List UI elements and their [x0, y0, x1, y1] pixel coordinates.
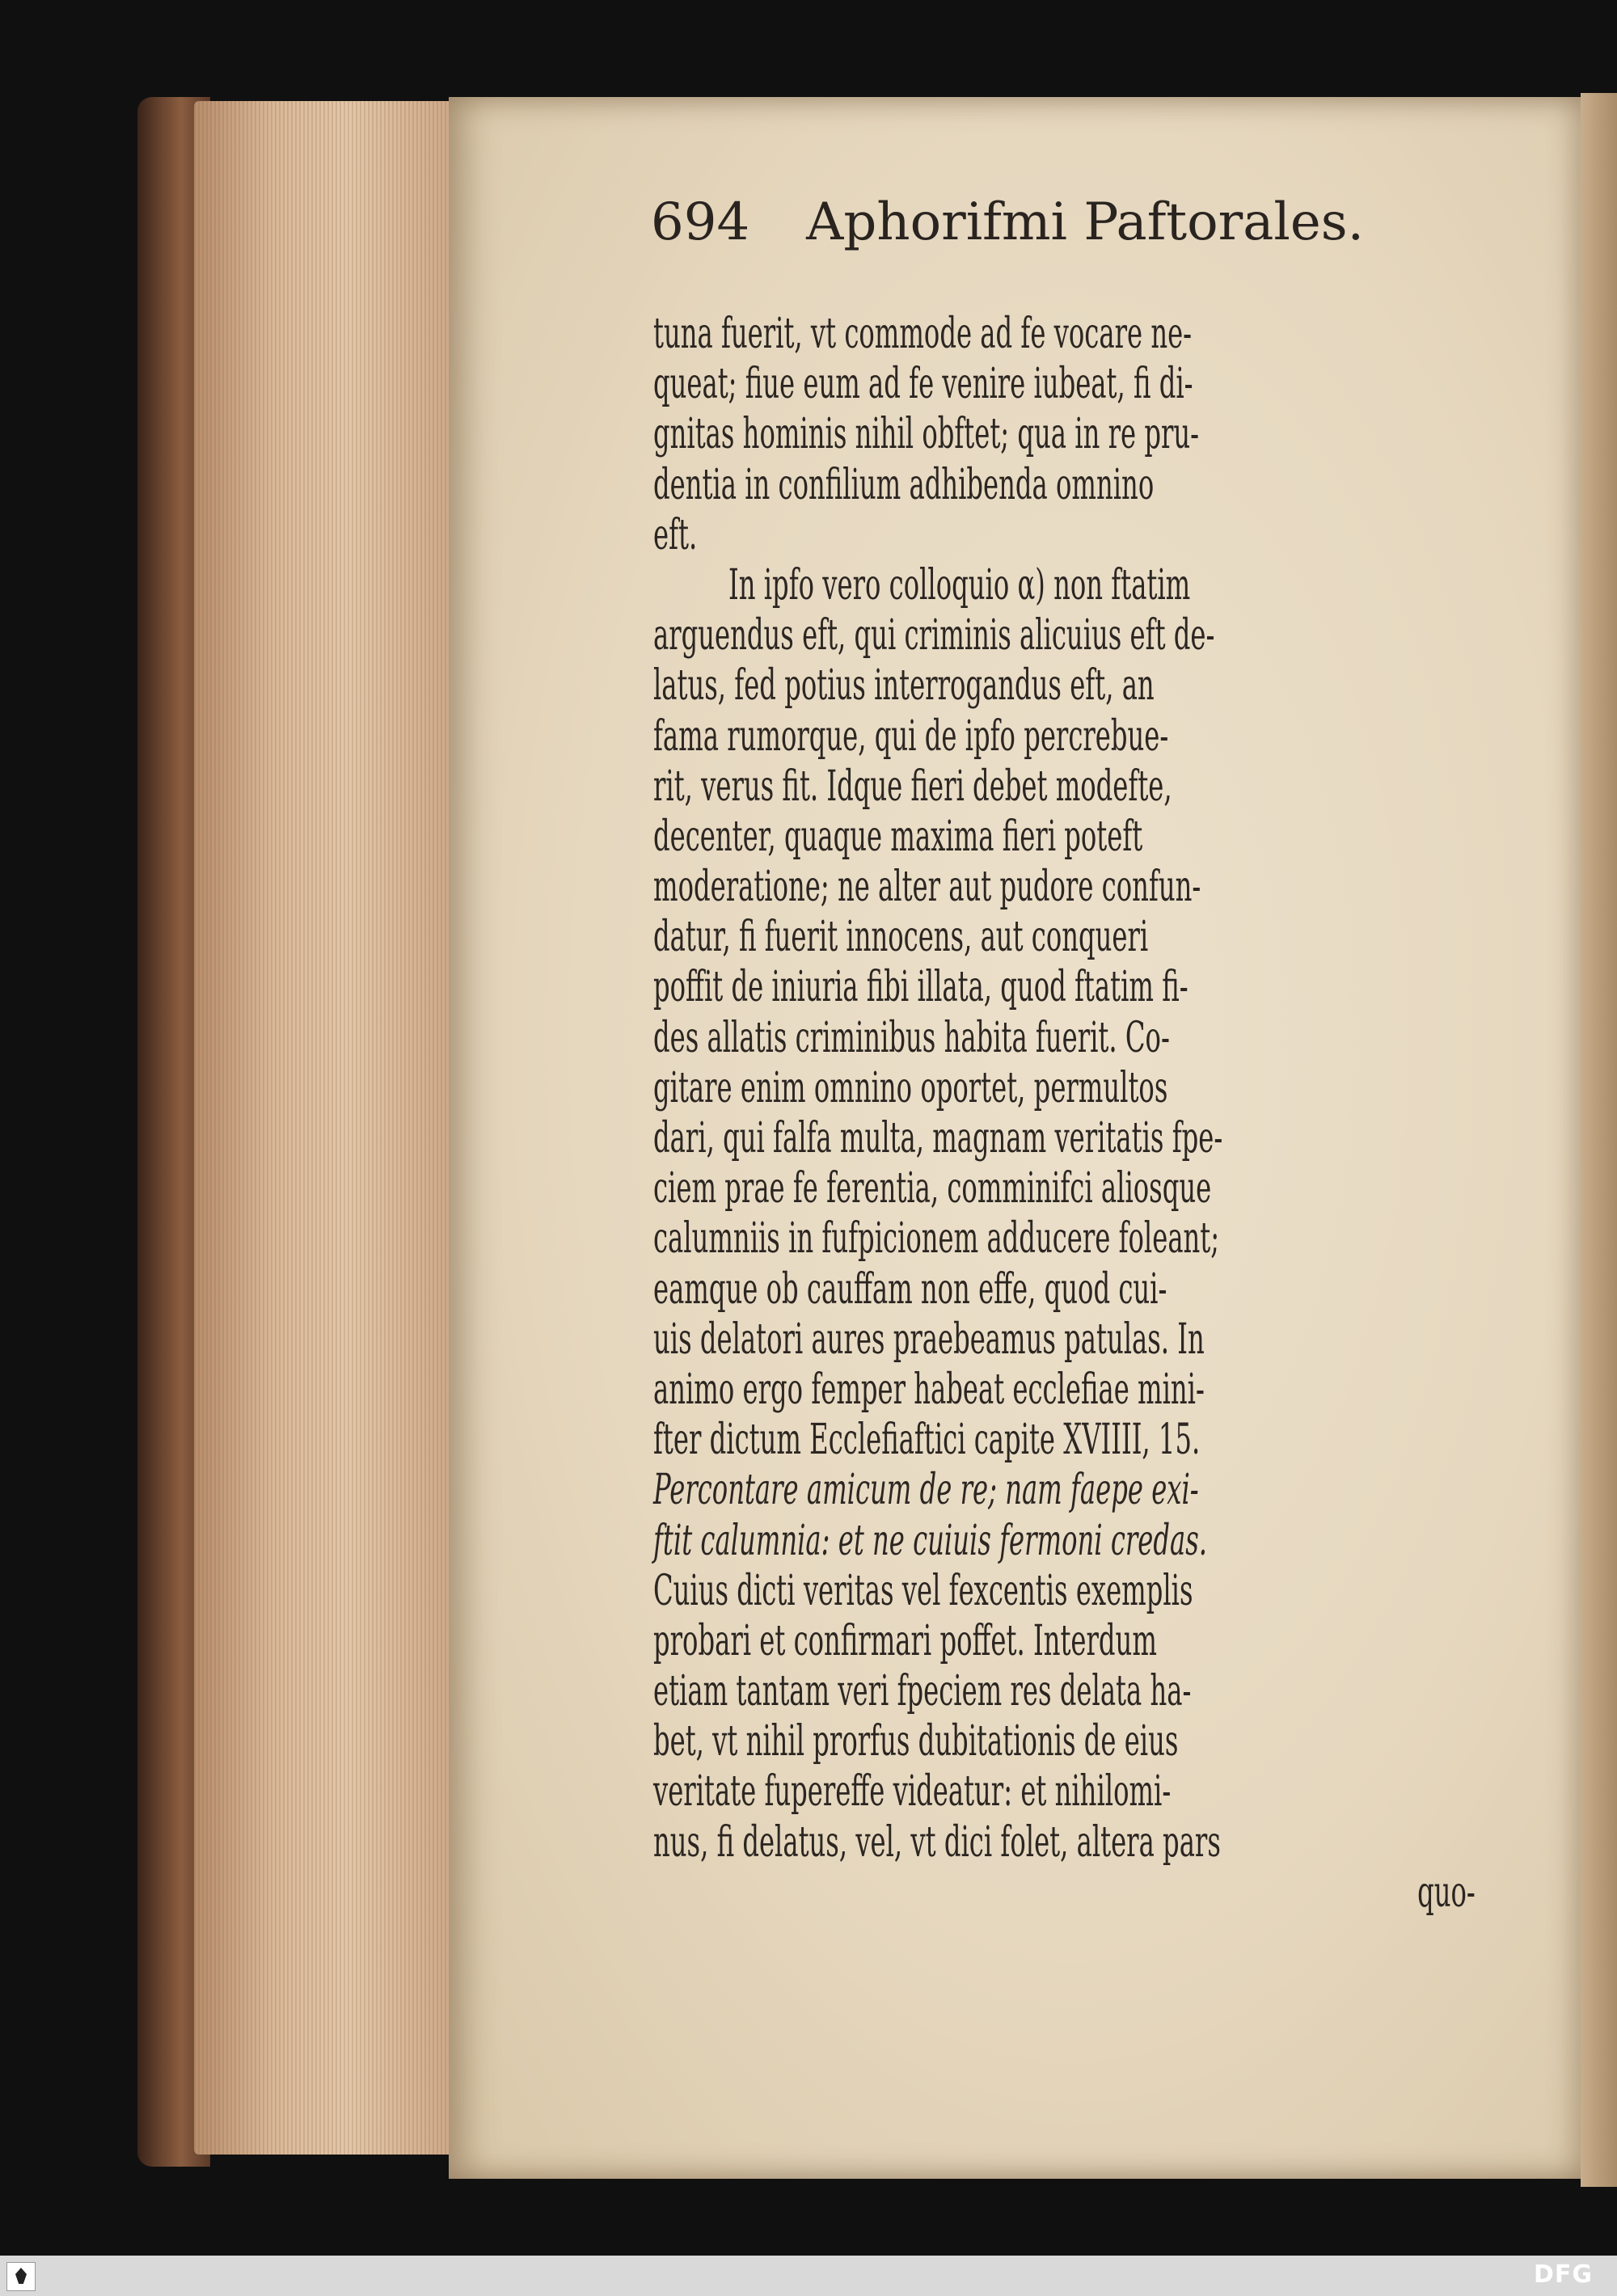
facing-page-edge [1581, 93, 1617, 2187]
text-line: eamque ob cauffam non effe, quod cui- [653, 1264, 1167, 1314]
text-line: uis delatori aures praebeamus patulas. In [653, 1315, 1205, 1364]
text-line: dentia in confilium adhibenda omnino [653, 460, 1155, 509]
text-line: In ipfo vero colloquio α) non ftatim [728, 560, 1191, 610]
text-line: veritate fupereffe videatur: et nihilomi- [653, 1767, 1172, 1817]
body-text [653, 309, 1476, 1918]
text-line: gnitas hominis nihil obftet; qua in re pru- [653, 410, 1200, 459]
text-line: eft. [653, 510, 698, 559]
text-line: dari, qui falfa multa, magnam veritatis fpe- [653, 1114, 1223, 1163]
dfg-logo: DFG [1533, 2260, 1593, 2289]
text-line: etiam tantam veri fpeciem res delata ha- [653, 1667, 1192, 1716]
page-number: 694 [651, 192, 750, 252]
text-line: bet, vt nihil prorfus dubitationis de eius [653, 1717, 1179, 1766]
text-line: des allatis criminibus habita fuerit. Co- [653, 1013, 1170, 1062]
page-block-edge [194, 101, 453, 2155]
text-line: poffit de iniuria fibi illata, quod ftatim fi- [653, 963, 1188, 1012]
text-line: probari et confirmari poffet. Interdum [653, 1616, 1157, 1665]
text-line: moderatione; ne alter aut pudore confun- [653, 863, 1201, 912]
text-line: tuna fuerit, vt commode ad fe vocare ne- [653, 310, 1193, 358]
text-line: arguendus eft, qui criminis alicuius eft de- [653, 611, 1215, 661]
viewer-footer-bar [0, 2256, 1617, 2296]
library-logo-icon [6, 2262, 36, 2291]
quotation-line: ftit calumnia: et ne cuiuis fermoni credas. [653, 1516, 1208, 1565]
text-line: calumniis in fufpicionem adducere foleant; [653, 1214, 1220, 1264]
text-line: latus, fed potius interrogandus eft, an [653, 661, 1155, 711]
text-line: fama rumorque, qui de ipfo percrebue- [653, 711, 1169, 761]
text-line: ciem prae fe ferentia, comminifci aliosque [653, 1164, 1212, 1213]
text-line: decenter, quaque maxima fieri poteft [653, 812, 1143, 861]
text-line: fter dictum Ecclefiaftici capite XVIIII, 15. [653, 1416, 1201, 1465]
book-page [449, 97, 1581, 2179]
text-line: rit, verus fit. Idque fieri debet modefte, [653, 762, 1172, 811]
text-line: nus, fi delatus, vel, vt dici folet, altera pars [653, 1817, 1221, 1867]
running-head-title: Aphorifmi Paftorales. [806, 192, 1364, 252]
text-line: gitare enim omnino oportet, permultos [653, 1063, 1168, 1112]
catchword: quo- [1417, 1868, 1476, 1917]
text-line: queat; fiue eum ad fe venire iubeat, fi di- [653, 360, 1193, 409]
text-line: animo ergo femper habeat ecclefiae mini- [653, 1365, 1205, 1414]
text-line: datur, fi fuerit innocens, aut conqueri [653, 913, 1149, 962]
running-header [651, 192, 1540, 257]
text-line: Cuius dicti veritas vel fexcentis exemplis [653, 1566, 1193, 1615]
quotation-line: Percontare amicum de re; nam faepe exi- [653, 1466, 1199, 1515]
